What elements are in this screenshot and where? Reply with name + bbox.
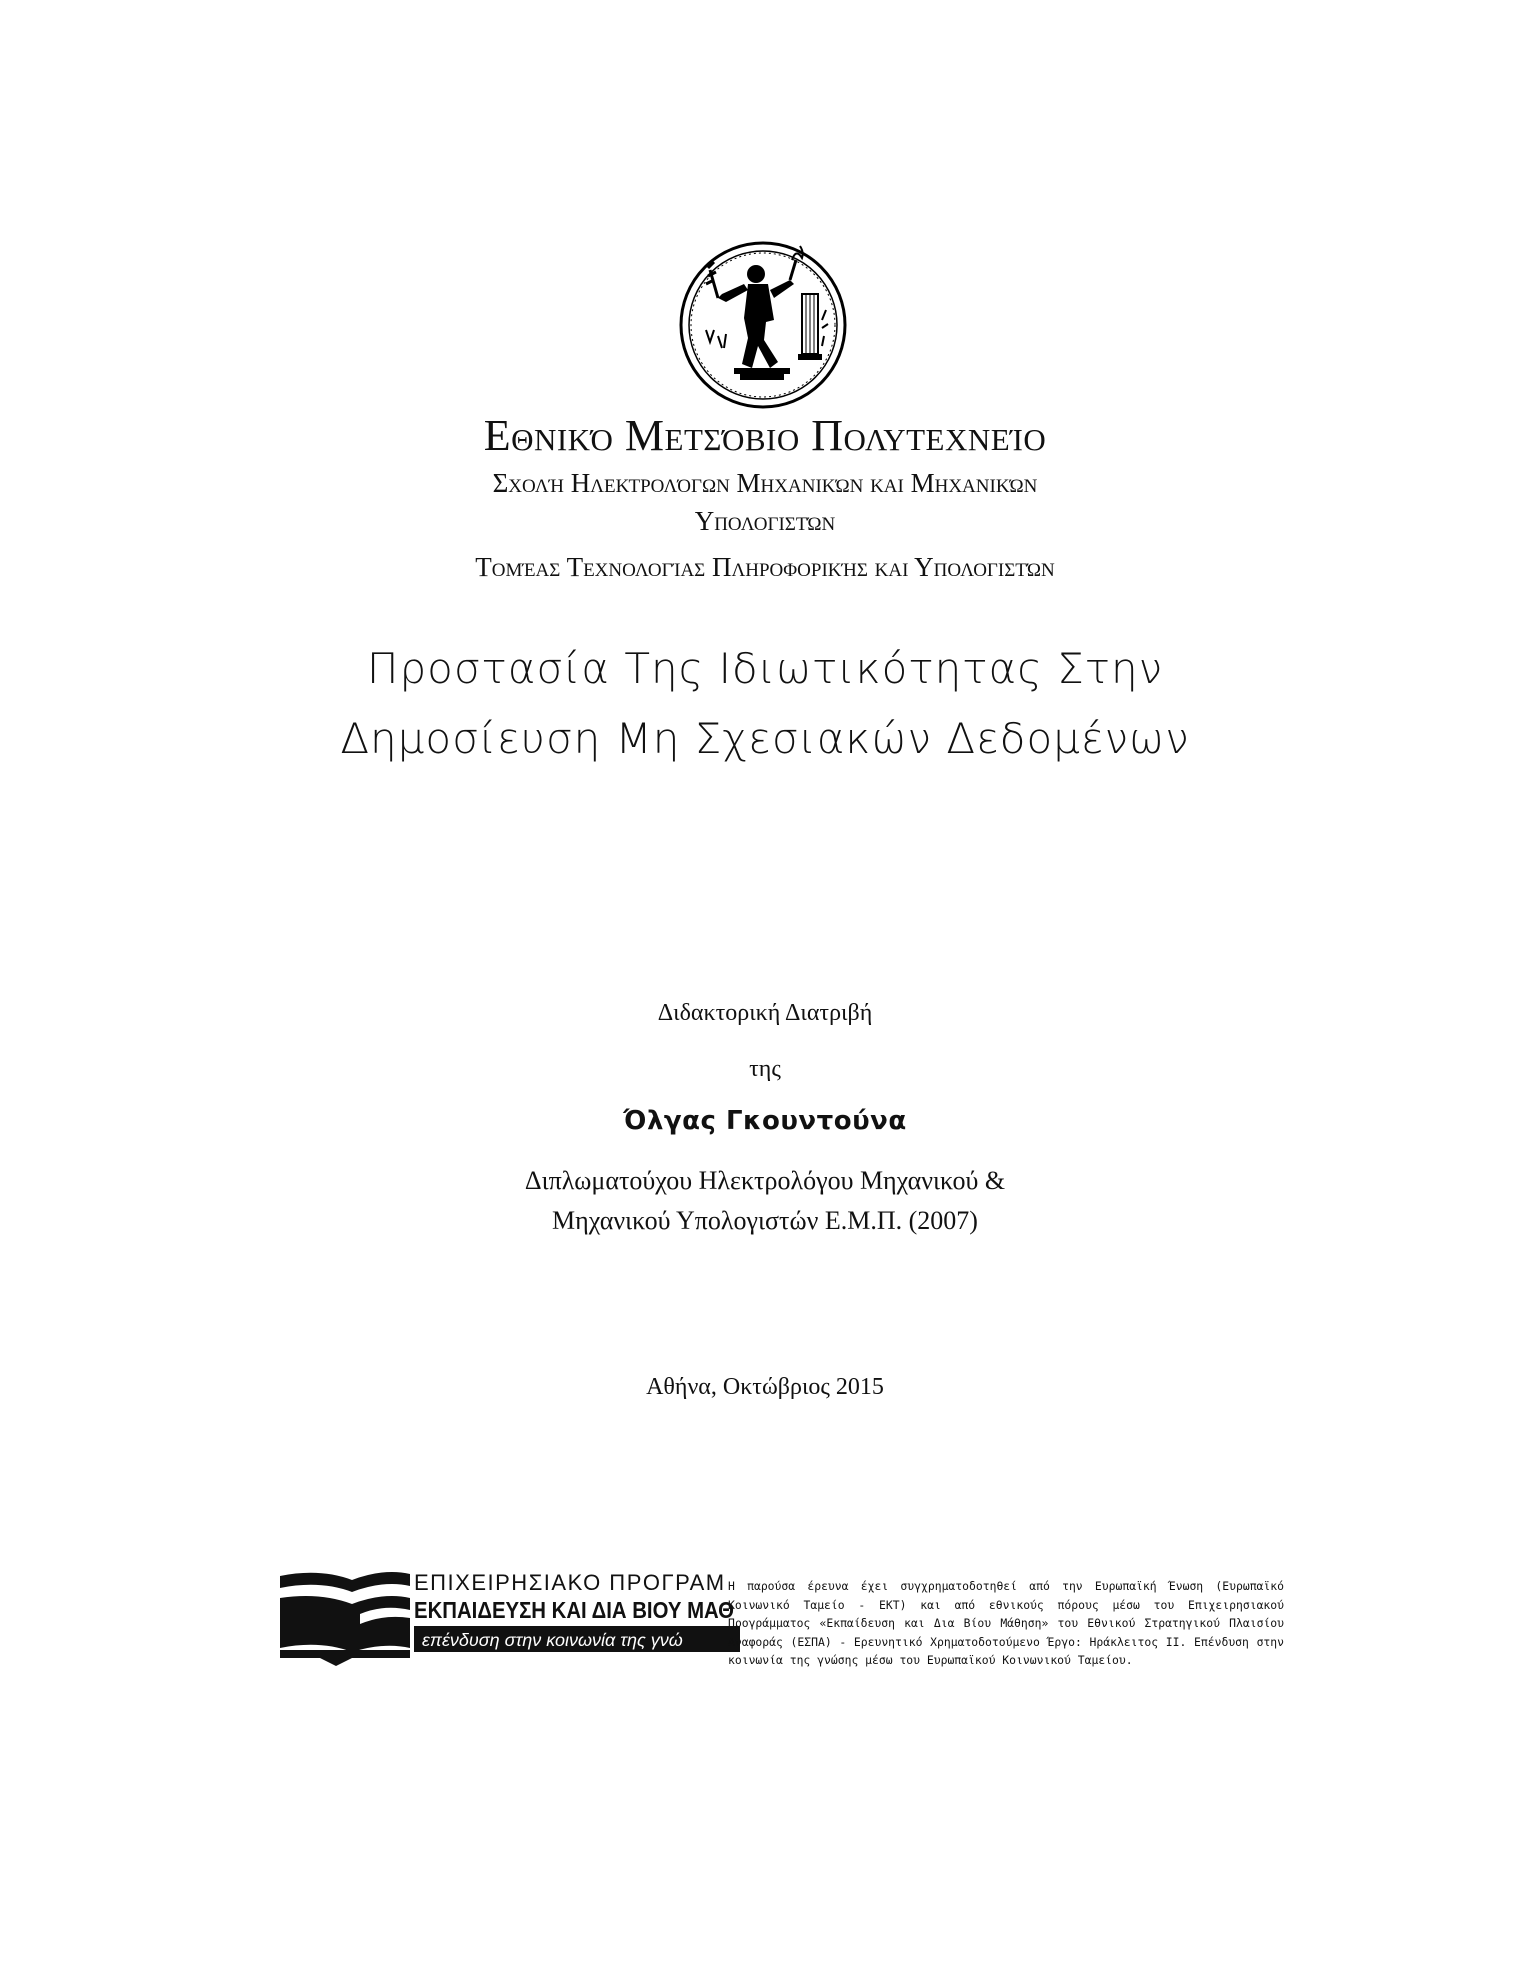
author-credentials-line-2: Μηχανικού Υπολογιστών Ε.Μ.Π. (2007)	[552, 1206, 978, 1235]
logo-line-1: ΕΠΙΧΕΙΡΗΣΙΑΚΟ ΠΡΟΓΡΑΜ	[414, 1570, 726, 1595]
school-name-line-1: Σχολή Ηλεκτρολόγων Μηχανικών και Μηχανικών	[492, 468, 1038, 498]
author-credentials-line-1: Διπλωματούχου Ηλεκτρολόγου Μηχανικού &	[524, 1166, 1006, 1195]
thesis-title-line-2: Δημοσίευση Μη Σχεσιακών Δεδομένων	[340, 714, 1190, 763]
of-label: της	[749, 1056, 781, 1082]
logo-slogan: επένδυση στην κοινωνία της γνώ	[422, 1630, 683, 1650]
school-name-line-2: Υπολογιστών	[694, 506, 836, 536]
logo-line-2: ΕΚΠΑΙΔΕΥΣΗ ΚΑΙ ΔΙΑ ΒΙΟΥ ΜΑΘ	[414, 1597, 734, 1623]
thesis-title-line-1: Προστασία Της Ιδιωτικότητας Στην	[366, 644, 1164, 693]
author-name: Όλγας Γκουντούνα	[623, 1106, 907, 1136]
funding-acknowledgement: Η παρούσα έρευνα έχει συγχρηματοδοτηθεί από την Ευρωπαϊκή Ένωση (Ευρωπαϊκό Κοινωνικό Ταμείο - ΕΚΤ) και από εθνικούς πόρους μέσω του Επιχειρησιακού Προγράμματος «Εκπαίδευση και Δια Βίου Μάθηση» του Εθνικού Στρατηγικού Πλαισίου Αναφοράς (ΕΣΠΑ) - Ερευνητικό Χρηματοδοτούμενο Έργο: Ηράκλειτος ΙΙ. Επένδυση στην κοινωνία της γνώσης μέσω του Ευρωπαϊκού Κοινωνικού Ταμείου.	[728, 1579, 1284, 1668]
university-seal	[678, 240, 848, 410]
book-icon	[280, 1572, 410, 1666]
document-type: Διδακτορική Διατριβή	[657, 1000, 873, 1026]
place-and-date: Αθήνα, Οκτώβριος 2015	[646, 1374, 884, 1400]
funding-programme-logo	[280, 1568, 740, 1668]
university-name: Εθνικό Μετσόβιο Πολυτεχνείο	[483, 411, 1047, 460]
division-name: Τομέας Τεχνολογίας Πληροφορικής και Υπολογιστών	[475, 552, 1055, 582]
